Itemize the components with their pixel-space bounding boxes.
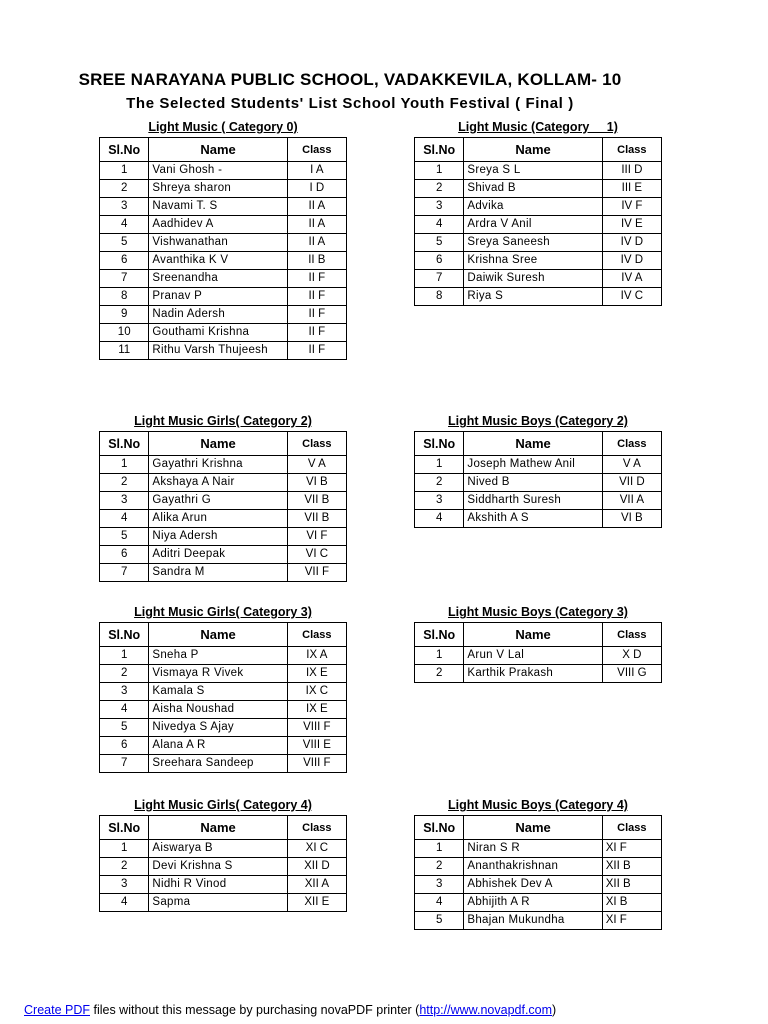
student-name: Alika Arun [149,510,287,528]
student-name: Sneha P [149,647,287,665]
student-class: I A [287,162,346,180]
serial-number: 1 [415,647,464,665]
table-row [100,876,347,894]
table-row [415,234,662,252]
students-table [414,815,662,930]
serial-number: 4 [100,894,149,912]
student-class: X D [602,647,661,665]
create-pdf-link[interactable]: Create PDF [24,1003,90,1017]
student-name: Niran S R [464,840,602,858]
serial-number: 3 [100,683,149,701]
serial-number: 9 [100,306,149,324]
student-class: IX E [287,665,346,683]
category-block [99,604,347,773]
table-header-row [100,432,347,456]
serial-number: 2 [415,180,464,198]
table-row [415,510,662,528]
category-title: Light Music Girls( Category 2) [134,414,312,428]
student-name: Riya S [464,288,602,306]
student-name: Krishna Sree [464,252,602,270]
table-row [415,288,662,306]
student-name: Sapma [149,894,287,912]
student-class: XII D [287,858,346,876]
sl-header: Sl.No [415,138,464,162]
name-header: Name [464,432,602,456]
student-class: III D [602,162,661,180]
student-class: XI B [602,894,661,912]
table-row [415,647,662,665]
students-table [99,815,347,912]
student-name: Shreya sharon [149,180,287,198]
table-row [100,180,347,198]
table-row [415,198,662,216]
serial-number: 10 [100,324,149,342]
class-header: Class [287,138,346,162]
table-row [100,216,347,234]
student-class: IV E [602,216,661,234]
footer-note [24,1003,556,1017]
class-header: Class [602,816,661,840]
student-name: Arun V Lal [464,647,602,665]
table-row [415,876,662,894]
serial-number: 5 [415,912,464,930]
serial-number: 3 [100,492,149,510]
student-name: Siddharth Suresh [464,492,602,510]
table-row [415,216,662,234]
student-name: Vismaya R Vivek [149,665,287,683]
serial-number: 1 [100,162,149,180]
table-row [100,342,347,360]
student-name: Joseph Mathew Anil [464,456,602,474]
student-class: XII E [287,894,346,912]
serial-number: 3 [415,198,464,216]
name-header: Name [149,623,287,647]
table-row [415,252,662,270]
table-row [415,894,662,912]
student-name: Nived B [464,474,602,492]
students-table [414,431,662,528]
school-title: SREE NARAYANA PUBLIC SCHOOL, VADAKKEVILA, KOLLAM- 10 [78,70,622,89]
student-name: Aisha Noushad [149,701,287,719]
student-class: XII A [287,876,346,894]
sl-header: Sl.No [100,138,149,162]
student-class: III E [602,180,661,198]
student-class: II F [287,270,346,288]
serial-number: 6 [100,546,149,564]
name-header: Name [149,138,287,162]
student-class: II B [287,252,346,270]
table-row [100,755,347,773]
table-row [100,546,347,564]
category-title: Light Music ( Category 0) [148,120,298,134]
student-class: II F [287,342,346,360]
category-block [414,413,662,528]
table-row [100,492,347,510]
student-class: VII B [287,492,346,510]
student-name: Niya Adersh [149,528,287,546]
student-name: Ardra V Anil [464,216,602,234]
serial-number: 7 [100,564,149,582]
category-block [414,604,662,683]
serial-number: 5 [100,234,149,252]
student-class: II F [287,288,346,306]
serial-number: 7 [415,270,464,288]
serial-number: 1 [100,840,149,858]
category-title: Light Music Boys (Category 2) [448,414,628,428]
table-header-row [100,816,347,840]
name-header: Name [464,138,602,162]
category-block [414,119,662,306]
student-name: Karthik Prakash [464,665,602,683]
student-class: VI C [287,546,346,564]
student-class: IX A [287,647,346,665]
student-class: VII F [287,564,346,582]
table-row [415,912,662,930]
student-name: Sandra M [149,564,287,582]
category-block [99,797,347,912]
table-row [100,894,347,912]
serial-number: 6 [415,252,464,270]
sl-header: Sl.No [100,623,149,647]
serial-number: 6 [100,252,149,270]
table-row [100,528,347,546]
student-name: Vishwanathan [149,234,287,252]
table-row [100,288,347,306]
table-row [100,270,347,288]
class-header: Class [602,432,661,456]
table-row [100,665,347,683]
serial-number: 1 [415,456,464,474]
student-class: VI F [287,528,346,546]
serial-number: 7 [100,270,149,288]
student-class: IV D [602,234,661,252]
student-name: Rithu Varsh Thujeesh [149,342,287,360]
table-row [100,719,347,737]
table-header-row [100,138,347,162]
student-class: VIII E [287,737,346,755]
student-class: VI B [602,510,661,528]
table-header-row [415,816,662,840]
student-name: Pranav P [149,288,287,306]
serial-number: 4 [100,701,149,719]
student-name: Sreya Saneesh [464,234,602,252]
student-name: Akshaya A Nair [149,474,287,492]
student-class: XII B [602,858,661,876]
name-header: Name [149,432,287,456]
student-class: II A [287,234,346,252]
serial-number: 3 [415,876,464,894]
class-header: Class [602,623,661,647]
serial-number: 3 [415,492,464,510]
student-class: VIII F [287,719,346,737]
serial-number: 2 [100,858,149,876]
student-name: Bhajan Mukundha [464,912,602,930]
table-row [415,474,662,492]
student-name: Shivad B [464,180,602,198]
table-row [100,252,347,270]
table-row [415,665,662,683]
serial-number: 3 [100,876,149,894]
sl-header: Sl.No [415,816,464,840]
student-name: Avanthika K V [149,252,287,270]
table-row [415,180,662,198]
student-class: II A [287,216,346,234]
sl-header: Sl.No [415,432,464,456]
serial-number: 5 [100,528,149,546]
serial-number: 2 [100,180,149,198]
table-row [100,324,347,342]
student-name: Abhishek Dev A [464,876,602,894]
students-table [99,137,347,360]
table-row [100,234,347,252]
table-row [415,492,662,510]
category-title: Light Music (Category 1) [458,120,618,134]
student-class: XII B [602,876,661,894]
class-header: Class [287,623,346,647]
table-row [100,162,347,180]
serial-number: 1 [415,840,464,858]
class-header: Class [287,432,346,456]
student-name: Gouthami Krishna [149,324,287,342]
category-block [99,119,347,360]
table-row [100,474,347,492]
serial-number: 5 [415,234,464,252]
student-name: Kamala S [149,683,287,701]
category-block [99,413,347,582]
table-row [415,858,662,876]
serial-number: 3 [100,198,149,216]
serial-number: 8 [100,288,149,306]
serial-number: 2 [415,665,464,683]
serial-number: 2 [415,474,464,492]
student-name: Akshith A S [464,510,602,528]
student-class: VII A [602,492,661,510]
table-row [100,647,347,665]
student-class: IV F [602,198,661,216]
table-row [100,683,347,701]
student-name: Daiwik Suresh [464,270,602,288]
serial-number: 4 [100,510,149,528]
student-name: Ananthakrishnan [464,858,602,876]
serial-number: 2 [415,858,464,876]
student-name: Navami T. S [149,198,287,216]
students-table [99,431,347,582]
student-class: II F [287,306,346,324]
students-table [414,622,662,683]
serial-number: 4 [100,216,149,234]
table-row [100,737,347,755]
sl-header: Sl.No [100,432,149,456]
table-row [415,162,662,180]
table-header-row [415,623,662,647]
footer-text: files without this message by purchasing novaPDF printer ( [90,1003,420,1017]
serial-number: 4 [415,894,464,912]
students-table [414,137,662,306]
student-class: IX E [287,701,346,719]
student-name: Devi Krishna S [149,858,287,876]
student-class: VII B [287,510,346,528]
table-header-row [415,138,662,162]
table-row [415,270,662,288]
category-block [414,797,662,930]
class-header: Class [602,138,661,162]
student-class: IV C [602,288,661,306]
student-name: Advika [464,198,602,216]
student-class: XI F [602,840,661,858]
student-name: Vani Ghosh - [149,162,287,180]
table-row [100,198,347,216]
table-row [100,456,347,474]
sl-header: Sl.No [100,816,149,840]
category-title: Light Music Girls( Category 4) [134,798,312,812]
category-title: Light Music Girls( Category 3) [134,605,312,619]
serial-number: 8 [415,288,464,306]
student-name: Sreya S L [464,162,602,180]
student-name: Alana A R [149,737,287,755]
serial-number: 7 [100,755,149,773]
student-name: Sreenandha [149,270,287,288]
student-class: I D [287,180,346,198]
student-class: XI C [287,840,346,858]
class-header: Class [287,816,346,840]
student-name: Nidhi R Vinod [149,876,287,894]
student-name: Nivedya S Ajay [149,719,287,737]
serial-number: 11 [100,342,149,360]
serial-number: 4 [415,216,464,234]
student-name: Aditri Deepak [149,546,287,564]
table-row [100,510,347,528]
novapdf-link[interactable]: http://www.novapdf.com [419,1003,553,1017]
table-header-row [415,432,662,456]
footer-text-end: ) [552,1003,557,1017]
table-row [100,564,347,582]
student-class: V A [287,456,346,474]
list-title: The Selected Students' List School Youth Festival ( Final ) [126,95,574,112]
student-class: VIII G [602,665,661,683]
serial-number: 6 [100,737,149,755]
student-class: VI B [287,474,346,492]
table-row [100,701,347,719]
student-class: V A [602,456,661,474]
student-name: Aiswarya B [149,840,287,858]
category-title: Light Music Boys (Category 3) [448,605,628,619]
student-class: IV D [602,252,661,270]
name-header: Name [149,816,287,840]
student-name: Gayathri G [149,492,287,510]
serial-number: 2 [100,665,149,683]
serial-number: 1 [100,647,149,665]
table-row [100,858,347,876]
student-class: VIII F [287,755,346,773]
serial-number: 4 [415,510,464,528]
table-row [415,456,662,474]
student-class: II F [287,324,346,342]
student-class: II A [287,198,346,216]
table-header-row [100,623,347,647]
serial-number: 1 [415,162,464,180]
student-name: Nadin Adersh [149,306,287,324]
sl-header: Sl.No [415,623,464,647]
student-class: VII D [602,474,661,492]
student-class: IX C [287,683,346,701]
serial-number: 5 [100,719,149,737]
students-table [99,622,347,773]
category-title: Light Music Boys (Category 4) [448,798,628,812]
serial-number: 1 [100,456,149,474]
serial-number: 2 [100,474,149,492]
table-row [100,306,347,324]
student-class: XI F [602,912,661,930]
name-header: Name [464,623,602,647]
table-row [415,840,662,858]
student-name: Gayathri Krishna [149,456,287,474]
table-row [100,840,347,858]
name-header: Name [464,816,602,840]
student-class: IV A [602,270,661,288]
student-name: Sreehara Sandeep [149,755,287,773]
student-name: Abhijith A R [464,894,602,912]
student-name: Aadhidev A [149,216,287,234]
